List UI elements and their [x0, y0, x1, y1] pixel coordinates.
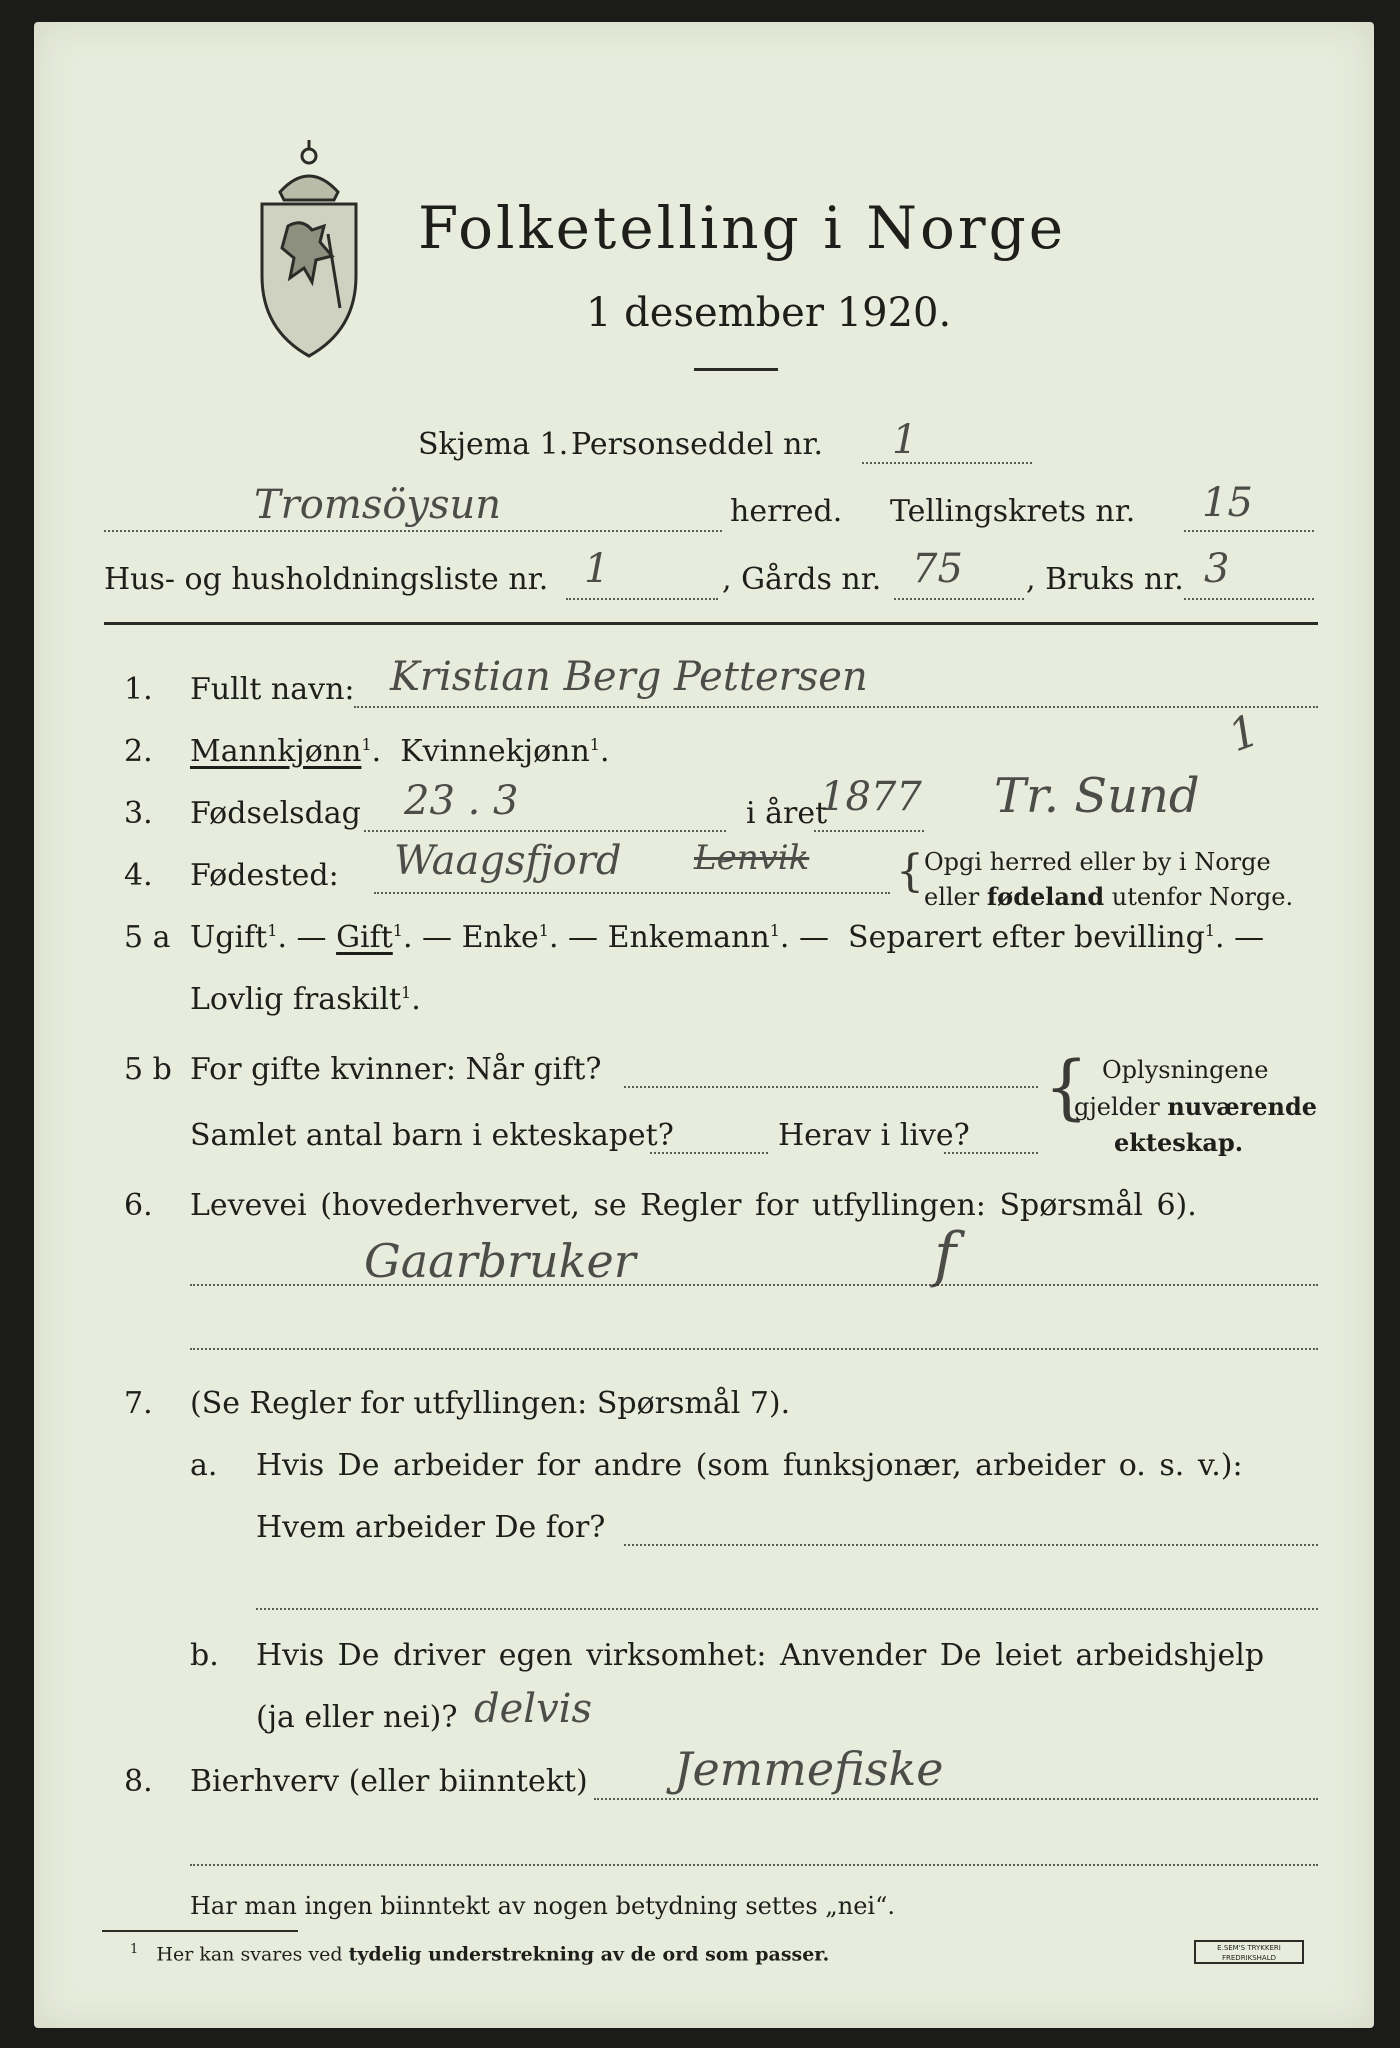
q7b-text: Hvis De driver egen virksomhet: Anvender De leiet arbeidshjelp	[256, 1638, 1265, 1673]
herred-value: Tromsöysun	[254, 482, 502, 528]
form-title: Folketelling i Norge	[418, 194, 1067, 262]
herred-field[interactable]	[104, 530, 722, 532]
birthplace-struck: Lenvik	[694, 838, 810, 878]
q5b-note-1: Oplysningene	[1102, 1056, 1269, 1084]
q7-number: 7.	[124, 1386, 153, 1421]
side-income-field[interactable]	[594, 1798, 1318, 1800]
hired-help-value: delvis	[474, 1686, 592, 1732]
q3-number: 3.	[124, 796, 153, 831]
printer-mark: E.SEM'S TRYKKERI FREDRIKSHALD	[1194, 1940, 1304, 1964]
personseddel-value: 1	[892, 417, 918, 463]
option-gift[interactable]: Gift	[336, 920, 393, 955]
option-ugift[interactable]: Ugift	[190, 920, 268, 955]
q7a-text: Hvis De arbeider for andre (som funksjonær, arbeider o. s. v.):	[256, 1448, 1243, 1483]
birthplace-note-2: eller fødeland utenfor Norge.	[924, 882, 1294, 911]
tellingskrets-label: Tellingskrets nr.	[890, 494, 1136, 529]
q1-label: Fullt navn:	[190, 672, 355, 707]
census-form	[34, 22, 1374, 2028]
sex-options: Mannkjønn$^1$. Kvinnekjønn$^1$.	[190, 734, 610, 769]
full-name-value: Kristian Berg Pettersen	[390, 654, 868, 700]
birth-date-field[interactable]	[364, 830, 726, 832]
hus-label: Hus- og husholdningsliste nr.	[104, 562, 549, 597]
personseddel-label: Personseddel nr.	[571, 427, 824, 462]
employer-field-2[interactable]	[256, 1608, 1318, 1610]
year-label: i året	[746, 796, 828, 831]
birth-year-field[interactable]	[814, 830, 924, 832]
hus-value: 1	[584, 546, 610, 592]
occupation-value: Gaarbruker	[364, 1234, 636, 1288]
q4-number: 4.	[124, 858, 153, 893]
personseddel-field[interactable]	[862, 462, 1032, 464]
bruks-field[interactable]	[1184, 598, 1314, 600]
option-fraskilt[interactable]: Lovlig fraskilt	[190, 982, 402, 1017]
q5b-note-2: gjelder nuværende	[1074, 1092, 1318, 1121]
option-mannkjonn[interactable]: Mannkjønn	[190, 734, 362, 769]
birth-year-value: 1877	[820, 774, 922, 820]
option-kvinnekjonn[interactable]: Kvinnekjønn	[400, 734, 590, 769]
q7b-number: b.	[190, 1638, 219, 1673]
full-name-field[interactable]	[354, 706, 1318, 708]
birth-date-value: 23 . 3	[404, 778, 519, 824]
title-divider	[694, 368, 778, 371]
q5b-label-1: For gifte kvinner: Når gift?	[190, 1052, 602, 1087]
option-enkemann[interactable]: Enkemann	[607, 920, 770, 955]
footnote: $^1$ Her kan svares ved tydelig understrekning av de ord som passer.	[130, 1942, 830, 1966]
skjema-label: Skjema 1.	[418, 427, 569, 462]
q1-number: 1.	[124, 672, 153, 707]
footnote-rule	[102, 1930, 298, 1932]
marital-options: Ugift$^1$. — Gift$^1$. — Enke$^1$. — Enkemann$^1$. — Separert efter bevilling$^1$. —	[190, 920, 1265, 955]
occupation-mark: f	[934, 1220, 957, 1290]
q7a-question: Hvem arbeider De for?	[256, 1510, 606, 1545]
coat-of-arms-icon	[250, 130, 368, 360]
q8-number: 8.	[124, 1764, 153, 1799]
birthplace-note-1: Opgi herred eller by i Norge	[924, 848, 1271, 876]
employer-field[interactable]	[624, 1544, 1318, 1546]
footer-note: Har man ingen biinntekt av nogen betydning settes „nei“.	[190, 1892, 895, 1920]
children-total-field[interactable]	[650, 1152, 768, 1154]
tellingskrets-value: 15	[1202, 480, 1253, 526]
header-rule	[104, 622, 1318, 625]
q5b-note-3: ekteskap.	[1114, 1128, 1244, 1157]
q4-label: Fødested:	[190, 858, 339, 893]
q5b-brace: {	[1044, 1046, 1089, 1128]
birthplace-field[interactable]	[374, 892, 890, 894]
q6-label: Levevei (hovederhvervet, se Regler for utfyllingen: Spørsmål 6).	[190, 1188, 1197, 1223]
gards-label: , Gårds nr.	[722, 562, 882, 597]
children-alive-field[interactable]	[944, 1152, 1038, 1154]
married-when-field[interactable]	[624, 1086, 1038, 1088]
q8-label: Bierhverv (eller biinntekt)	[190, 1764, 588, 1799]
q3-label: Fødselsdag	[190, 796, 361, 831]
birthplace-value: Waagsfjord	[394, 838, 622, 884]
q7-label: (Se Regler for utfyllingen: Spørsmål 7).	[190, 1386, 791, 1421]
birthplace-brace: {	[896, 846, 924, 897]
tellingskrets-field[interactable]	[1184, 530, 1314, 532]
q6-number: 6.	[124, 1188, 153, 1223]
option-fraskilt-row: Lovlig fraskilt$^1$.	[190, 982, 421, 1017]
q5a-number: 5 a	[124, 920, 171, 955]
q5b-label-3: Herav i live?	[778, 1118, 970, 1153]
sex-mark: 1	[1222, 704, 1266, 763]
gards-field[interactable]	[894, 598, 1024, 600]
herred-label: herred.	[730, 494, 843, 529]
option-separert[interactable]: Separert efter bevilling	[848, 920, 1205, 955]
bruks-label: , Bruks nr.	[1026, 562, 1184, 597]
side-income-field-2[interactable]	[190, 1864, 1318, 1866]
q2-number: 2.	[124, 734, 153, 769]
gards-value: 75	[912, 546, 963, 592]
option-enke[interactable]: Enke	[461, 920, 539, 955]
side-income-value: Jemmefiske	[674, 1742, 944, 1796]
occupation-field[interactable]	[190, 1284, 1318, 1286]
q7b-question: (ja eller nei)?	[256, 1700, 458, 1735]
q5b-number: 5 b	[124, 1052, 172, 1087]
q7a-number: a.	[190, 1448, 218, 1483]
occupation-field-2[interactable]	[190, 1348, 1318, 1350]
form-date: 1 desember 1920.	[586, 290, 952, 336]
birth-note: Tr. Sund	[994, 768, 1200, 824]
hus-field[interactable]	[566, 598, 718, 600]
bruks-value: 3	[1204, 546, 1230, 592]
q5b-label-2: Samlet antal barn i ekteskapet?	[190, 1118, 674, 1153]
